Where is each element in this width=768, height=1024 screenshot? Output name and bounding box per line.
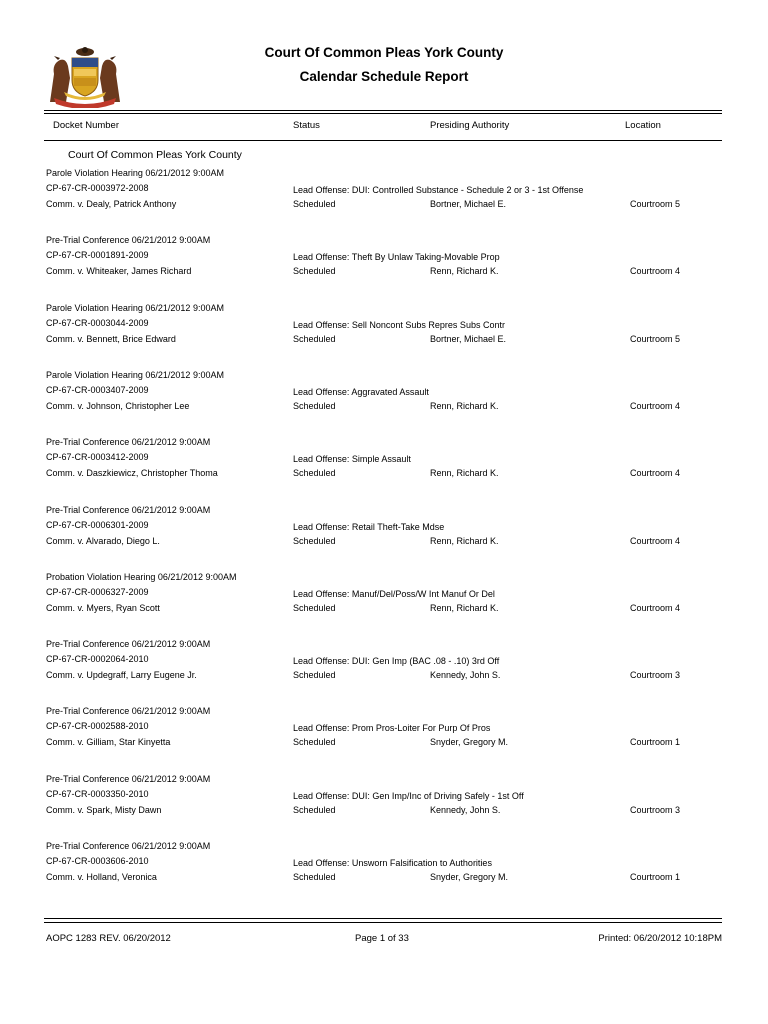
case-status: Scheduled [293, 602, 336, 613]
case-status: Scheduled [293, 804, 336, 815]
group-title: Court Of Common Pleas York County [68, 149, 242, 161]
case-docket-number: CP-67-CR-0003412-2009 [46, 452, 149, 463]
case-caption: Comm. v. Spark, Misty Dawn [46, 804, 162, 815]
case-entry [0, 706, 768, 766]
case-entry [0, 774, 768, 834]
footer-printed-date: Printed: 06/20/2012 10:18PM [598, 933, 722, 944]
case-entry [0, 303, 768, 363]
case-docket-number: CP-67-CR-0006301-2009 [46, 519, 149, 530]
case-status: Scheduled [293, 266, 336, 277]
case-presiding-authority: Renn, Richard K. [430, 400, 499, 411]
case-status: Scheduled [293, 670, 336, 681]
case-lead-offense: Lead Offense: Simple Assault [293, 454, 411, 465]
case-lead-offense: Lead Offense: Prom Pros-Loiter For Purp Of Pros [293, 723, 491, 734]
case-presiding-authority: Kennedy, John S. [430, 670, 501, 681]
case-hearing: Pre-Trial Conference 06/21/2012 9:00AM [46, 706, 211, 717]
case-docket-number: CP-67-CR-0002588-2010 [46, 721, 149, 732]
case-caption: Comm. v. Whiteaker, James Richard [46, 266, 192, 277]
case-location: Courtroom 4 [630, 468, 681, 479]
case-hearing: Pre-Trial Conference 06/21/2012 9:00AM [46, 773, 211, 784]
case-location: Courtroom 4 [630, 535, 681, 546]
column-header-status: Status [293, 120, 320, 131]
case-hearing: Probation Violation Hearing 06/21/2012 9:00AM [46, 571, 237, 582]
case-lead-offense: Lead Offense: Manuf/Del/Poss/W Int Manuf Or Del [293, 588, 495, 599]
case-caption: Comm. v. Johnson, Christopher Lee [46, 400, 190, 411]
column-header-docket: Docket Number [53, 120, 119, 131]
case-docket-number: CP-67-CR-0003972-2008 [46, 183, 149, 193]
case-lead-offense: Lead Offense: Retail Theft-Take Mdse [293, 521, 445, 532]
case-hearing: Parole Violation Hearing 06/21/2012 9:00AM [46, 302, 224, 313]
case-caption: Comm. v. Bennett, Brice Edward [46, 333, 176, 344]
case-hearing: Pre-Trial Conference 06/21/2012 9:00AM [46, 504, 211, 515]
case-location: Courtroom 4 [630, 602, 681, 613]
case-presiding-authority: Renn, Richard K. [430, 266, 499, 277]
case-location: Courtroom 3 [630, 804, 681, 815]
case-lead-offense: Lead Offense: DUI: Controlled Substance - Schedule 2 or 3 - 1st Offense [293, 185, 584, 195]
case-location: Courtroom 3 [630, 670, 681, 681]
case-presiding-authority: Snyder, Gregory M. [430, 737, 509, 748]
footer-rule-top [44, 918, 722, 919]
case-entry [0, 168, 768, 228]
case-status: Scheduled [293, 199, 336, 209]
case-location: Courtroom 5 [630, 199, 681, 209]
case-docket-number: CP-67-CR-0001891-2009 [46, 250, 149, 261]
case-location: Courtroom 5 [630, 333, 681, 344]
case-location: Courtroom 1 [630, 737, 681, 748]
column-header-authority: Presiding Authority [430, 120, 510, 131]
case-presiding-authority: Snyder, Gregory M. [430, 872, 509, 882]
case-caption: Comm. v. Daszkiewicz, Christopher Thoma [46, 468, 218, 479]
header-rule-bottom [44, 140, 722, 141]
case-caption: Comm. v. Holland, Veronica [46, 872, 157, 882]
header-rule-top [44, 110, 722, 111]
case-status: Scheduled [293, 333, 336, 344]
case-lead-offense: Lead Offense: DUI: Gen Imp/Inc of Driving Safely - 1st Off [293, 790, 524, 801]
case-entry [0, 235, 768, 295]
header-rule-top-double [44, 113, 722, 114]
case-status: Scheduled [293, 737, 336, 748]
case-location: Courtroom 4 [630, 266, 681, 277]
case-entry [0, 370, 768, 430]
case-docket-number: CP-67-CR-0003350-2010 [46, 788, 149, 799]
case-status: Scheduled [293, 468, 336, 479]
case-entry [0, 639, 768, 699]
case-location: Courtroom 4 [630, 400, 681, 411]
case-entry [0, 841, 768, 901]
footer-rule-bottom [44, 922, 722, 923]
coat-of-arms-icon [44, 44, 126, 108]
case-presiding-authority: Bortner, Michael E. [430, 199, 507, 209]
case-caption: Comm. v. Myers, Ryan Scott [46, 602, 160, 613]
footer-page-number: Page 1 of 33 [355, 933, 409, 944]
case-docket-number: CP-67-CR-0003407-2009 [46, 384, 149, 395]
case-hearing: Pre-Trial Conference 06/21/2012 9:00AM [46, 437, 211, 448]
case-hearing: Parole Violation Hearing 06/21/2012 9:00AM [46, 369, 224, 380]
case-docket-number: CP-67-CR-0003044-2009 [46, 317, 149, 328]
case-status: Scheduled [293, 400, 336, 411]
case-location: Courtroom 1 [630, 872, 681, 882]
case-hearing: Pre-Trial Conference 06/21/2012 9:00AM [46, 639, 211, 650]
case-presiding-authority: Renn, Richard K. [430, 535, 499, 546]
case-entry [0, 572, 768, 632]
case-lead-offense: Lead Offense: Unsworn Falsification to Authorities [293, 858, 492, 868]
case-presiding-authority: Bortner, Michael E. [430, 333, 507, 344]
column-header-location: Location [625, 120, 661, 131]
case-caption: Comm. v. Dealy, Patrick Anthony [46, 199, 177, 209]
case-docket-number: CP-67-CR-0002064-2010 [46, 654, 149, 665]
case-lead-offense: Lead Offense: DUI: Gen Imp (BAC .08 - .10) 3rd Off [293, 656, 500, 667]
case-caption: Comm. v. Alvarado, Diego L. [46, 535, 160, 546]
case-hearing: Parole Violation Hearing 06/21/2012 9:00AM [46, 168, 224, 178]
report-court-title: Court Of Common Pleas York County [264, 45, 504, 60]
case-hearing: Pre-Trial Conference 06/21/2012 9:00AM [46, 841, 211, 851]
case-presiding-authority: Kennedy, John S. [430, 804, 501, 815]
case-entry [0, 437, 768, 497]
case-status: Scheduled [293, 535, 336, 546]
case-presiding-authority: Renn, Richard K. [430, 602, 499, 613]
case-docket-number: CP-67-CR-0006327-2009 [46, 586, 149, 597]
case-caption: Comm. v. Gilliam, Star Kinyetta [46, 737, 171, 748]
case-docket-number: CP-67-CR-0003606-2010 [46, 856, 149, 866]
case-lead-offense: Lead Offense: Aggravated Assault [293, 386, 429, 397]
case-status: Scheduled [293, 872, 336, 882]
case-presiding-authority: Renn, Richard K. [430, 468, 499, 479]
case-lead-offense: Lead Offense: Sell Noncont Subs Repres Subs Contr [293, 319, 505, 330]
case-entry [0, 505, 768, 565]
case-caption: Comm. v. Updegraff, Larry Eugene Jr. [46, 670, 197, 681]
report-title: Calendar Schedule Report [299, 69, 469, 84]
footer-form-number: AOPC 1283 REV. 06/20/2012 [46, 933, 171, 944]
case-lead-offense: Lead Offense: Theft By Unlaw Taking-Movable Prop [293, 252, 500, 263]
case-hearing: Pre-Trial Conference 06/21/2012 9:00AM [46, 235, 211, 246]
